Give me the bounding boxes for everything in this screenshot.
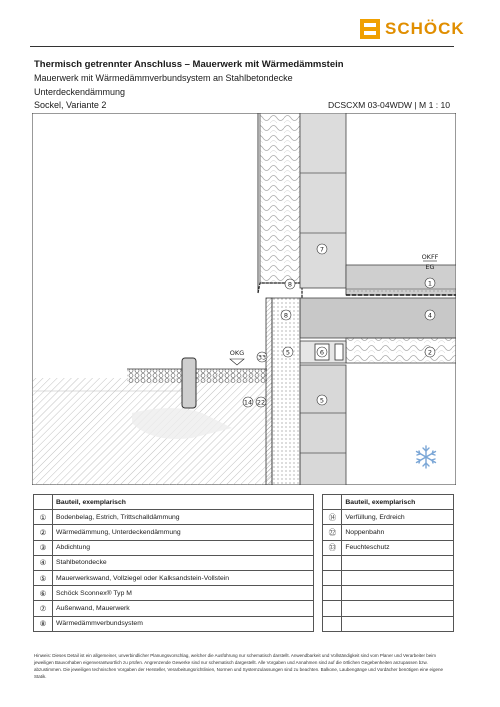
drawing-code-scale: DCSCXM 03-04WDW | M 1 : 10 [328, 100, 451, 110]
brand-name: SCHÖCK [385, 19, 465, 38]
legend-number-left: ② [34, 525, 53, 540]
legend-number-left: ③ [34, 540, 53, 555]
marker-22 [256, 397, 266, 407]
snowflake-icon [417, 446, 436, 468]
legend-number-left: ④ [34, 555, 53, 570]
svg-text:4: 4 [427, 311, 433, 320]
legend-number-right [323, 570, 342, 585]
legend-label-left: Schöck Sconnex® Typ M [53, 586, 314, 601]
legend-row [34, 525, 454, 540]
legend-label-right [342, 616, 454, 631]
header-divider [30, 46, 454, 47]
legend-row [34, 510, 454, 525]
legend-row [34, 555, 454, 570]
marker-8-lower [281, 310, 291, 320]
legend-label-left: Mauerwerkswand, Vollziegel oder Kalksandstein-Vollstein [53, 570, 314, 585]
svg-text:2: 2 [427, 348, 433, 357]
subtitle-2: Unterdeckendämmung [34, 87, 126, 97]
legend-label-left: Wärmedämmung, Unterdeckendämmung [53, 525, 314, 540]
marker-33 [257, 352, 267, 362]
legend-gap [314, 616, 323, 631]
brand-logo [360, 16, 465, 42]
svg-text:8: 8 [287, 280, 293, 289]
legend-header-right: Bauteil, exemplarisch [342, 495, 454, 510]
subtitle-1: Mauerwerk mit Wärmedämmverbundsystem an Stahlbetondecke [34, 73, 293, 83]
legend-gap [314, 510, 323, 525]
legend-gap [314, 570, 323, 585]
construction-detail-drawing [32, 113, 456, 485]
legend-number-right: ⑭ [323, 510, 342, 525]
okff-label: OKFF [421, 253, 439, 261]
legend-row [34, 540, 454, 555]
svg-text:5: 5 [319, 396, 325, 405]
legend-row [34, 586, 454, 601]
legend-gap [314, 601, 323, 616]
svg-text:8: 8 [283, 311, 289, 320]
legend-label-left: Stahlbetondecke [53, 555, 314, 570]
legend-table [33, 494, 454, 632]
okg-label: OKG [229, 349, 245, 357]
brand-logo-mark [360, 19, 380, 39]
legend-header-row [34, 495, 454, 510]
eg-label: EG [425, 263, 435, 271]
subtitle-3: Sockel, Variante 2 [34, 100, 107, 110]
svg-text:6: 6 [319, 348, 325, 357]
legend-gap [314, 525, 323, 540]
legend-label-right: Noppenbahn [342, 525, 454, 540]
legend-gap [314, 555, 323, 570]
page-title: Thermisch getrennter Anschluss – Mauerwerk mit Wärmedämmstein [34, 59, 344, 70]
legend-number-right [323, 586, 342, 601]
legend-header-left: Bauteil, exemplarisch [53, 495, 314, 510]
svg-text:22: 22 [256, 398, 266, 407]
legend-number-right: ㉒ [323, 525, 342, 540]
marker-5-lower [317, 395, 327, 405]
legend-number-left: ⑦ [34, 601, 53, 616]
legend-label-right: Verfüllung, Erdreich [342, 510, 454, 525]
svg-text:33: 33 [257, 353, 267, 362]
legend-label-left: Abdichtung [53, 540, 314, 555]
legend-number-right: ㉝ [323, 540, 342, 555]
svg-text:14: 14 [243, 398, 253, 407]
legend-number-left: ⑥ [34, 586, 53, 601]
svg-text:1: 1 [427, 279, 433, 288]
legend-gap [314, 586, 323, 601]
marker-5-upper [283, 347, 293, 357]
legend-row [34, 616, 454, 631]
svg-text:5: 5 [285, 348, 291, 357]
legend-number-left: ⑧ [34, 616, 53, 631]
marker-14 [243, 397, 253, 407]
legend-label-left: Bodenbelag, Estrich, Trittschalldämmung [53, 510, 314, 525]
legend-label-right [342, 570, 454, 585]
legend-label-left: Außenwand, Mauerwerk [53, 601, 314, 616]
marker-2 [425, 347, 435, 357]
marker-1 [425, 278, 435, 288]
legend-number-right [323, 616, 342, 631]
legend-label-right [342, 586, 454, 601]
legend-row [34, 570, 454, 585]
marker-4 [425, 310, 435, 320]
legend-number-right [323, 555, 342, 570]
legend-row [34, 601, 454, 616]
marker-7 [317, 244, 327, 254]
legend-number-right [323, 601, 342, 616]
legend-label-right: Feuchteschutz [342, 540, 454, 555]
disclaimer-note: Hinweis: Dieses Detail ist ein allgemeiner, unverbindlicher Planungsvorschlag, welcher die Ausführung nur schematisch darstellt. Anwendbarkeit und Vollständigkeit sind vom Planer und Verarbeiter beim jeweiligen Bauvorhaben eigenverantwortlich zu prüfen. Angrenzende Gewerke sind nur schematisch dargestellt. Alle Vorgaben und Annahmen sind auf die örtlichen Gegebenheiten anzupassen bzw. abzustimmen. Die jeweiligen technischen Vorgaben der Hersteller, Verarbeitungsrichtlinien, Normen und Systemzulassungen sind zu beachten. Balkone, Laubengänge und Vordächer benötigen eine eigene Statik. [34, 653, 444, 679]
legend-number-left: ① [34, 510, 53, 525]
marker-6 [317, 347, 327, 357]
legend-gap [314, 540, 323, 555]
svg-text:7: 7 [319, 245, 325, 254]
legend-label-right [342, 555, 454, 570]
legend-number-left: ⑤ [34, 570, 53, 585]
marker-8-upper [285, 279, 295, 289]
legend-label-right [342, 601, 454, 616]
legend-label-left: Wärmedämmverbundsystem [53, 616, 314, 631]
